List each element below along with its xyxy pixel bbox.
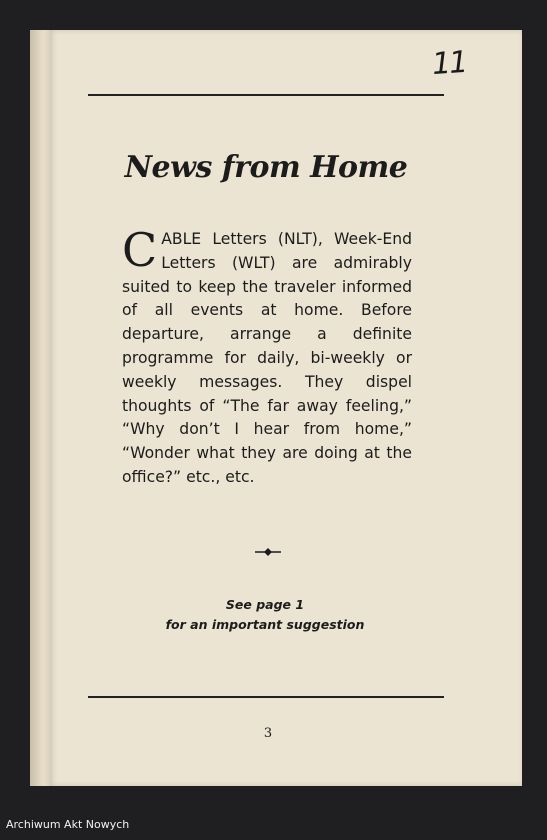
handwritten-page-number: 11 <box>430 44 468 83</box>
note-line-1: See page 1 <box>225 597 305 612</box>
top-rule <box>88 94 444 96</box>
book-spine <box>30 30 52 786</box>
body-paragraph <box>122 223 412 490</box>
page-title: News from Home <box>124 150 408 185</box>
body-text: ABLE Letters (NLT), Week-End Letters (WLT) are admirably suited to keep the traveler informed of all events at home. Before departure, arrange a definite programme for daily, bi-weekly or weekly messages. They dispel thoughts of “The far away feeling,” “Why don’t I hear from home,” “Wonder what they are doing at the office?” etc., etc. <box>122 230 412 486</box>
page-number: 3 <box>263 726 273 741</box>
archive-label: Archiwum Akt Nowych <box>6 818 130 831</box>
bottom-rule <box>88 696 444 698</box>
note-line-2: for an important suggestion <box>165 617 365 632</box>
ornament-icon <box>253 545 283 559</box>
drop-cap: C <box>122 223 158 277</box>
archive-footer <box>0 808 547 840</box>
